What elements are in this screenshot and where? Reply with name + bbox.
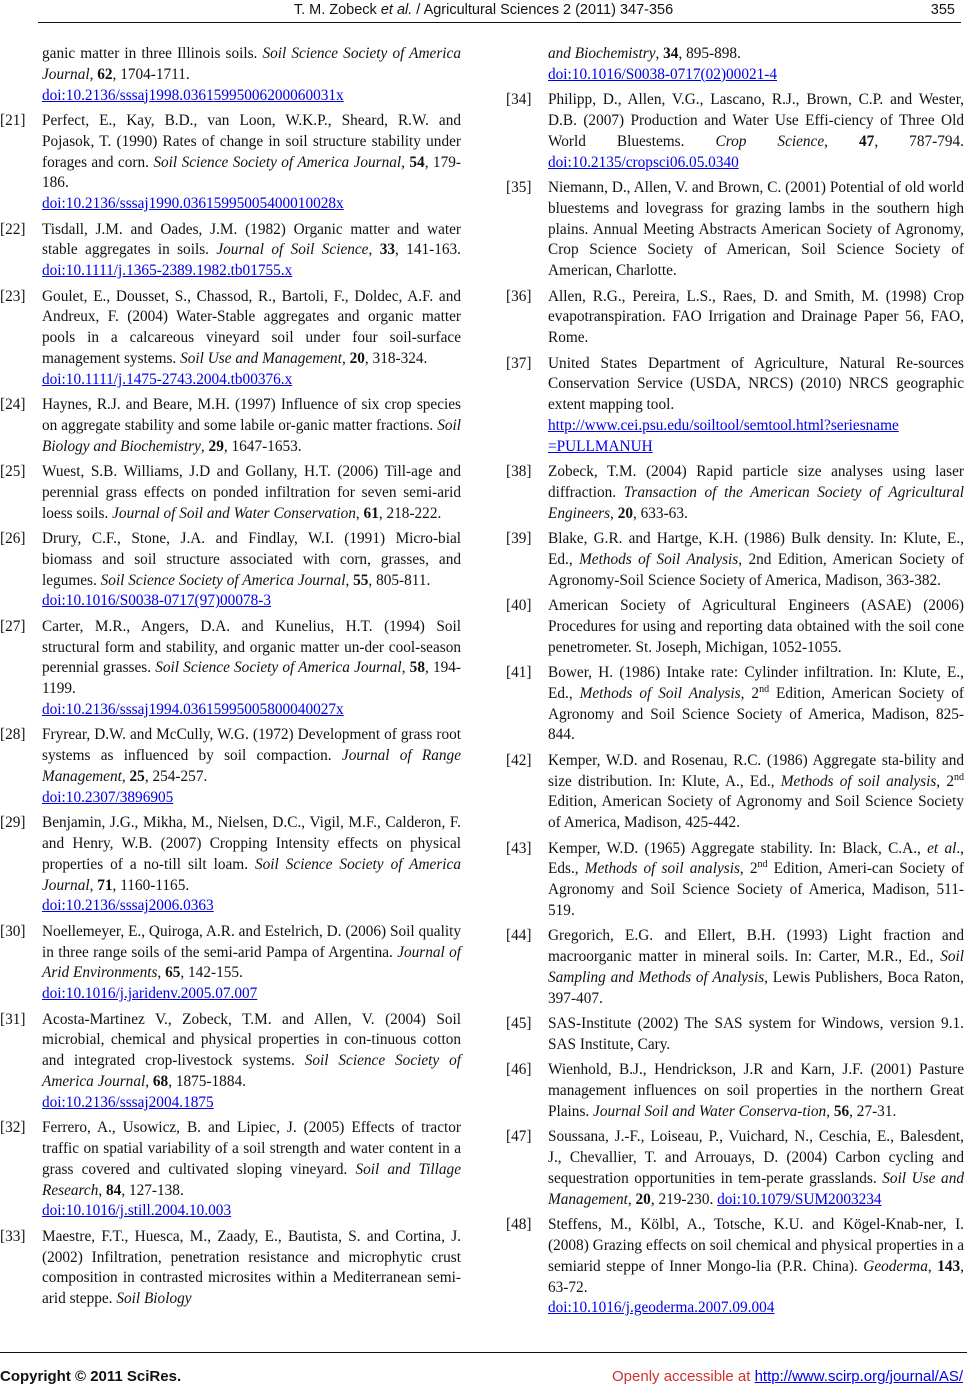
reference-volume: 84 bbox=[106, 1181, 122, 1199]
reference-text: Wienhold, B.J., Hendrickson, J.R and Karn, J.F. (2001) Pasture management influences on soil properties in the northern Great Plains. bbox=[548, 1061, 964, 1120]
reference-number: [40] bbox=[506, 597, 532, 615]
reference-entry bbox=[0, 725, 461, 808]
reference-text: , bbox=[826, 1102, 834, 1120]
reference-text: Benjamin, J.G., Mikha, M., Nielsen, D.C., Vigil, M.F., Calderon, F. and Henry, W.B. (2007) Cropping Intensity effects on physical properties of a no-till silt loam. bbox=[42, 814, 461, 873]
reference-text: American Society of Agricultural Engineers (ASAE) (2006) Procedures for using and reporting data obtained with the soil cone penetrometer. St. Joseph, Michigan, 1052-1055. bbox=[548, 597, 964, 656]
reference-volume: 29 bbox=[208, 437, 224, 455]
reference-text: ., Eds., bbox=[548, 839, 964, 878]
reference-volume: 55 bbox=[353, 571, 369, 589]
reference-number: [28] bbox=[0, 726, 26, 744]
reference-text: , bbox=[927, 1257, 938, 1275]
doi-link[interactable]: doi:10.1016/j.still.2004.10.003 bbox=[42, 1202, 232, 1220]
reference-number: [25] bbox=[0, 463, 26, 481]
reference-text: Perfect, E., Kay, B.D., van Loon, W.K.P., Sheard, R.W. and Pojasok, T. (1990) Rates of change in soil structure stability under forages and corn. bbox=[42, 111, 461, 171]
reference-source: Soil Biology bbox=[116, 1290, 192, 1308]
reference-source: Journal Soil and Water Conserva-tion bbox=[593, 1102, 827, 1120]
reference-number: [34] bbox=[506, 91, 532, 109]
reference-text: ganic matter in three Illinois soils. bbox=[42, 45, 263, 62]
reference-text: , bbox=[355, 504, 364, 522]
reference-text: Edition, American Society of Agronomy and Soil Science Society of America, Madison, 425-442. bbox=[548, 793, 964, 832]
reference-entry bbox=[506, 663, 964, 746]
reference-number: [26] bbox=[0, 530, 26, 548]
reference-number: [43] bbox=[506, 839, 532, 857]
reference-text: Gregorich, E.G. and Ellert, B.H. (1993) Light fraction and macroorganic matter in mineral soils. In: Carter, M.R., Ed., bbox=[548, 927, 964, 966]
reference-text: , bbox=[341, 349, 350, 367]
reference-number: [29] bbox=[0, 814, 26, 832]
reference-text: Fryrear, D.W. and McCully, W.G. (1972) Development of grass root systems as influenced by soil compaction. bbox=[42, 726, 461, 765]
reference-text: Steffens, M., Kölbl, A., Totsche, K.U. and Kögel-Knab-ner, I. (2008) Grazing effects on soil chemical and physical properties in a semiarid steppe of Inner Mongo-lia (P.R. China). bbox=[548, 1216, 964, 1275]
reference-text: , 141-163. bbox=[394, 241, 461, 259]
reference-entry bbox=[0, 44, 461, 106]
reference-text: Edition, Ameri-can Society of Agronomy and Soil Science Society of America, Madison, 511-519. bbox=[548, 860, 965, 920]
reference-source: Methods of Soil Analysis bbox=[579, 684, 741, 702]
reference-entry bbox=[0, 462, 461, 524]
reference-text: , 179-186. bbox=[42, 153, 461, 192]
doi-link[interactable]: doi:10.2307/3896905 bbox=[42, 788, 174, 806]
reference-number: [21] bbox=[0, 111, 26, 129]
header-rule bbox=[38, 22, 961, 23]
reference-entry bbox=[506, 1215, 964, 1319]
reference-number: [44] bbox=[506, 927, 532, 945]
reference-volume: 71 bbox=[97, 876, 113, 894]
reference-text: , 2 bbox=[936, 772, 954, 790]
reference-text: Wuest, S.B. Williams, J.D and Gollany, H.T. (2006) Till-age and perennial grass effects on ponded infiltration for seven semi-arid loess soils. bbox=[42, 463, 461, 522]
reference-number: [38] bbox=[506, 463, 532, 481]
reference-text: Kemper, W.D. (1965) Aggregate stability. In: Black, C.A., bbox=[548, 839, 928, 857]
header-etal: et al. bbox=[380, 2, 413, 18]
reference-text: , bbox=[401, 659, 410, 677]
reference-entry bbox=[0, 220, 461, 282]
header-authors: T. M. Zobeck bbox=[293, 2, 381, 18]
reference-text: , bbox=[200, 437, 209, 455]
reference-volume: 61 bbox=[363, 504, 379, 522]
reference-text: Bower, H. (1986) Intake rate: Cylinder infiltration. In: Klute, E., Ed., bbox=[548, 664, 964, 702]
reference-text: Carter, M.R., Angers, D.A. and Kunelius, H.T. (1994) Soil structural form and stability, and organic matter un-der cool-season perennial grasses. bbox=[42, 617, 461, 677]
reference-number: [45] bbox=[506, 1015, 532, 1033]
reference-text: Drury, C.F., Stone, J.A. and Findlay, W.I. (1991) Micro-bial biomass and soil structure associated with corn, grasses, and legumes. bbox=[42, 530, 461, 589]
reference-volume: 65 bbox=[165, 964, 181, 982]
doi-link[interactable]: doi:10.1016/j.jaridenv.2005.07.007 bbox=[42, 985, 258, 1003]
reference-text: Blake, G.R. and Hartge, K.H. (1986) Bulk density. In: Klute, E., Ed., bbox=[548, 530, 964, 568]
reference-column-right bbox=[506, 44, 964, 1324]
doi-link[interactable]: doi:10.2136/sssaj1998.03615995006200060031x bbox=[42, 86, 344, 104]
reference-number: [41] bbox=[506, 664, 532, 682]
reference-text: , bbox=[655, 45, 664, 62]
reference-entry bbox=[506, 178, 964, 282]
reference-entry bbox=[0, 1227, 461, 1310]
reference-text: , bbox=[368, 241, 380, 259]
reference-number: [37] bbox=[506, 354, 532, 372]
reference-text: Ferrero, A., Usowicz, B. and Lipiec, J. (2005) Effects of tractor traffic on spatial variability of a soil strength and water content in a grass covered and cultivated sloping vineyard. bbox=[42, 1119, 461, 1178]
reference-text: , 254-257. bbox=[144, 768, 208, 786]
reference-source: Transaction of the American Society of Agricultural Engineers bbox=[548, 483, 964, 522]
reference-text: , Lewis Publishers, Boca Raton, 397-407. bbox=[548, 969, 964, 1007]
reference-volume: 20 bbox=[617, 504, 633, 522]
reference-entry bbox=[506, 926, 964, 1009]
reference-column-left bbox=[0, 44, 461, 1315]
reference-source: Soil Sampling and Methods of Analysis bbox=[548, 948, 964, 986]
reference-source: Methods of soil analysis bbox=[780, 772, 937, 790]
reference-text: , bbox=[121, 768, 130, 786]
reference-source: Soil Use and Management bbox=[180, 349, 342, 367]
reference-text: Soussana, J.-F., Loiseau, P., Vuichard, N., Ceschia, E., Balesdent, J., Chevallier, T. and Arrouays, D. (2004) Carbon cycling and sequestration opportunities in tem-perate grasslands. bbox=[548, 1128, 964, 1187]
reference-volume: 68 bbox=[152, 1072, 169, 1090]
reference-source: Soil Science Society of America Journal bbox=[153, 153, 402, 171]
reference-number: [33] bbox=[0, 1227, 26, 1245]
reference-number: [23] bbox=[0, 287, 26, 305]
reference-text: , 142-155. bbox=[180, 964, 243, 982]
reference-text: Kemper, W.D. and Rosenau, R.C. (1986) Aggregate sta-bility and size distribution. In: Klute, A., Ed., bbox=[548, 751, 964, 790]
reference-text: , bbox=[401, 153, 410, 171]
reference-number: [27] bbox=[0, 617, 26, 635]
reference-text: , 127-138. bbox=[121, 1181, 184, 1199]
reference-source: Journal of Arid Environments bbox=[42, 943, 461, 982]
reference-text: Goulet, E., Dousset, S., Chassod, R., Bartoli, F., Doldec, A.F. and Andreux, F. (2004) Water-Stable aggregates and organic matter pools in a calcareous vineyard soil under four soil-surface management systems. bbox=[42, 287, 461, 367]
reference-text: , 2 bbox=[740, 684, 760, 702]
reference-number: [24] bbox=[0, 396, 26, 414]
reference-superscript: nd bbox=[954, 771, 964, 783]
reference-number: [39] bbox=[506, 530, 532, 548]
reference-entry bbox=[506, 287, 964, 349]
reference-text: , 1647-1653. bbox=[223, 437, 302, 455]
page-footer bbox=[0, 1352, 967, 1385]
reference-text: , 1160-1165. bbox=[112, 876, 190, 894]
reference-entry bbox=[506, 529, 964, 591]
reference-text: , bbox=[157, 964, 166, 982]
reference-text: , 895-898. bbox=[678, 45, 741, 62]
reference-text: , bbox=[145, 1072, 153, 1090]
reference-text: , bbox=[824, 132, 860, 150]
reference-text: , 633-63. bbox=[632, 504, 688, 522]
reference-number: [47] bbox=[506, 1128, 532, 1146]
reference-text: , bbox=[627, 1190, 636, 1208]
reference-entry bbox=[506, 1127, 964, 1210]
reference-volume: 34 bbox=[663, 45, 679, 62]
reference-text: Philipp, D., Allen, V.G., Lascano, R.J., Brown, C.P. and Wester, D.B. (2007) Production and Water Use Effi-ciency of Three Old World Bluestems. bbox=[548, 91, 964, 150]
running-header bbox=[0, 0, 967, 22]
doi-link[interactable]: doi:10.1111/j.1475-2743.2004.tb00376.x bbox=[42, 370, 293, 388]
reference-text: , 787-794. bbox=[874, 132, 964, 150]
reference-source: Journal of Soil Science bbox=[216, 241, 369, 259]
reference-source: Journal of Range Management bbox=[42, 747, 461, 786]
reference-source: and Biochemistry bbox=[548, 45, 656, 62]
doi-link[interactable]: http://www.cei.psu.edu/soiltool/semtool.html?seriesname =PULLMANUH bbox=[548, 416, 899, 455]
journal-url-link[interactable]: http://www.scirp.org/journal/AS/ bbox=[754, 1368, 963, 1385]
reference-text: Allen, R.G., Pereira, L.S., Raes, D. and Smith, M. (1998) Crop evapotranspiration. FAO Irrigation and Drainage Paper 56, FAO, Rome. bbox=[548, 287, 964, 347]
reference-number: [42] bbox=[506, 751, 532, 769]
doi-link[interactable]: doi:10.2135/cropsci06.05.0340 bbox=[548, 153, 739, 171]
reference-number: [31] bbox=[0, 1010, 26, 1028]
reference-entry bbox=[506, 44, 964, 86]
reference-source: Soil Biology and Biochemistry bbox=[42, 416, 461, 455]
doi-link[interactable]: doi:10.1079/SUM2003234 bbox=[717, 1190, 882, 1208]
reference-entry bbox=[0, 813, 461, 917]
doi-link[interactable]: doi:10.2136/sssaj1994.03615995005800040027x bbox=[42, 701, 344, 719]
reference-entry bbox=[506, 1014, 964, 1056]
doi-link[interactable]: doi:10.1111/j.1365-2389.1982.tb01755.x bbox=[42, 262, 293, 280]
reference-volume: 62 bbox=[97, 65, 113, 83]
reference-volume: 25 bbox=[129, 768, 145, 786]
reference-text: Noellemeyer, E., Quiroga, A.R. and Estelrich, D. (2006) Soil quality in three range soils of the semi-arid Pampa of Argentina. bbox=[42, 922, 461, 961]
reference-text: , 218-222. bbox=[378, 504, 442, 522]
reference-entry bbox=[506, 839, 964, 922]
reference-text: Tisdall, J.M. and Oades, J.M. (1982) Organic matter and water stable aggregates in soils. bbox=[42, 220, 461, 259]
reference-entry bbox=[0, 1118, 461, 1222]
reference-volume: 56 bbox=[833, 1102, 850, 1120]
reference-source: Journal of Soil and Water Conservation bbox=[112, 504, 356, 522]
reference-text: , 219-230. bbox=[650, 1190, 718, 1208]
reference-source: Methods of soil analysis bbox=[584, 860, 740, 878]
reference-entry bbox=[0, 287, 461, 391]
reference-entry bbox=[0, 922, 461, 1005]
reference-text: Acosta-Martinez V., Zobeck, T.M. and Allen, V. (2004) Soil microbial, chemical and physical properties in con-tinuous cotton and integrated crop-livestock systems. bbox=[42, 1010, 461, 1070]
reference-superscript: nd bbox=[759, 683, 770, 695]
reference-entry bbox=[0, 617, 461, 721]
doi-link[interactable]: doi:10.2136/sssaj2004.1875 bbox=[42, 1093, 214, 1111]
reference-number: [48] bbox=[506, 1216, 532, 1234]
doi-link[interactable]: doi:10.1016/S0038-0717(02)00021-4 bbox=[548, 65, 778, 83]
reference-volume: 143 bbox=[937, 1257, 961, 1275]
reference-text: , 805-811. bbox=[368, 571, 431, 589]
doi-link[interactable]: doi:10.1016/j.geoderma.2007.09.004 bbox=[548, 1299, 775, 1317]
reference-entry bbox=[506, 596, 964, 658]
reference-entry bbox=[506, 462, 964, 524]
copyright-notice: Copyright © 2011 SciRes. bbox=[0, 1368, 182, 1385]
reference-source: Methods of Soil Analysis bbox=[579, 550, 739, 568]
reference-text: Maestre, F.T., Huesca, M., Zaady, E., Bautista, S. and Cortina, J. (2002) Infiltration, penetration resistance and microphytic crust composition in contrasted microsites within a Mediterranean semi-arid steppe. bbox=[42, 1227, 461, 1308]
reference-source: Soil Science Society of America Journal bbox=[42, 855, 461, 894]
reference-number: [30] bbox=[0, 922, 26, 940]
reference-source: Soil and Tillage Research bbox=[42, 1160, 461, 1199]
reference-entry bbox=[506, 90, 964, 173]
reference-entry bbox=[0, 111, 461, 215]
reference-text: , bbox=[89, 65, 98, 83]
reference-entry bbox=[506, 354, 964, 458]
reference-text: , 2nd Edition, American Society of Agronomy-Soil Science Society of America, Madison, 363-382. bbox=[548, 550, 965, 589]
open-access-label: Openly accessible at bbox=[612, 1368, 755, 1385]
reference-source: Soil Science Society of America Journal bbox=[42, 1052, 462, 1090]
doi-link[interactable]: doi:10.1016/S0038-0717(97)00078-3 bbox=[42, 592, 272, 610]
reference-volume: 33 bbox=[379, 241, 395, 259]
reference-text: , 1875-1884. bbox=[168, 1072, 246, 1090]
reference-number: [35] bbox=[506, 178, 532, 196]
reference-volume: 54 bbox=[409, 153, 425, 171]
reference-entry bbox=[0, 529, 461, 612]
reference-source: Geoderma bbox=[863, 1257, 928, 1275]
footer-rule bbox=[0, 1352, 967, 1353]
reference-volume: 20 bbox=[349, 349, 365, 367]
reference-source: et al bbox=[927, 839, 957, 857]
reference-text: , bbox=[610, 504, 618, 522]
reference-superscript: nd bbox=[757, 859, 768, 871]
reference-volume: 58 bbox=[409, 659, 425, 677]
reference-entry bbox=[0, 395, 461, 457]
reference-number: [22] bbox=[0, 220, 26, 238]
reference-text: , 318-324. bbox=[364, 349, 428, 367]
reference-number: [36] bbox=[506, 287, 532, 305]
reference-text: , bbox=[89, 876, 98, 894]
reference-text: SAS-Institute (2002) The SAS system for Windows, version 9.1. SAS Institute, Cary. bbox=[548, 1015, 964, 1053]
reference-text: , bbox=[98, 1181, 107, 1199]
reference-entry bbox=[506, 751, 964, 834]
reference-source: Soil Science Society of America Journal bbox=[100, 571, 346, 589]
reference-entry bbox=[0, 1010, 461, 1114]
reference-text: , 1704-1711. bbox=[112, 65, 190, 83]
reference-text: , 194-1199. bbox=[42, 659, 461, 698]
doi-link[interactable]: doi:10.2136/sssaj1990.03615995005400010028x bbox=[42, 195, 344, 213]
reference-text: Haynes, R.J. and Beare, M.H. (1997) Influence of six crop species on aggregate stability and some labile or-ganic matter fractions. bbox=[42, 396, 461, 434]
header-journal: / Agricultural Sciences 2 (2011) 347-356 bbox=[412, 2, 674, 18]
reference-text: Edition, American Society of Agronomy and Soil Science Society of America, Madison, 825-844. bbox=[548, 684, 965, 744]
reference-text: United States Department of Agriculture, Natural Re-sources Conservation Service (USDA, NRCS) (2010) NRCS geographic extent mapping tool. bbox=[548, 354, 964, 414]
doi-link[interactable]: doi:10.2136/sssaj2006.0363 bbox=[42, 897, 214, 915]
reference-volume: 20 bbox=[635, 1190, 651, 1208]
reference-text: , 27-31. bbox=[849, 1102, 897, 1120]
page-number: 355 bbox=[930, 2, 955, 18]
running-title bbox=[0, 2, 967, 18]
reference-volume: 47 bbox=[859, 132, 875, 150]
reference-text: , 2 bbox=[739, 860, 758, 878]
reference-entry bbox=[506, 1060, 964, 1122]
open-access-notice bbox=[612, 1368, 963, 1385]
reference-text: , 63-72. bbox=[548, 1257, 964, 1296]
reference-source: Soil Science Society of America Journal bbox=[42, 45, 461, 83]
reference-source: Soil Science Society of America Journal bbox=[155, 659, 402, 677]
reference-text: Zobeck, T.M. (2004) Rapid particle size analyses using laser diffraction. bbox=[548, 463, 964, 501]
reference-source: Soil Use and Management bbox=[548, 1169, 964, 1208]
reference-source: Crop Science bbox=[715, 132, 825, 150]
reference-number: [32] bbox=[0, 1119, 26, 1137]
reference-number: [46] bbox=[506, 1061, 532, 1079]
reference-text: , bbox=[345, 571, 354, 589]
reference-text: Niemann, D., Allen, V. and Brown, C. (2001) Potential of old world bluestems and lovegrass for grazing lambs in the southern high plains. Annual Meeting Abstracts American Society of Agronomy, Crop Science Society of American, Soil Science Society of American, Charlotte. bbox=[548, 178, 964, 280]
